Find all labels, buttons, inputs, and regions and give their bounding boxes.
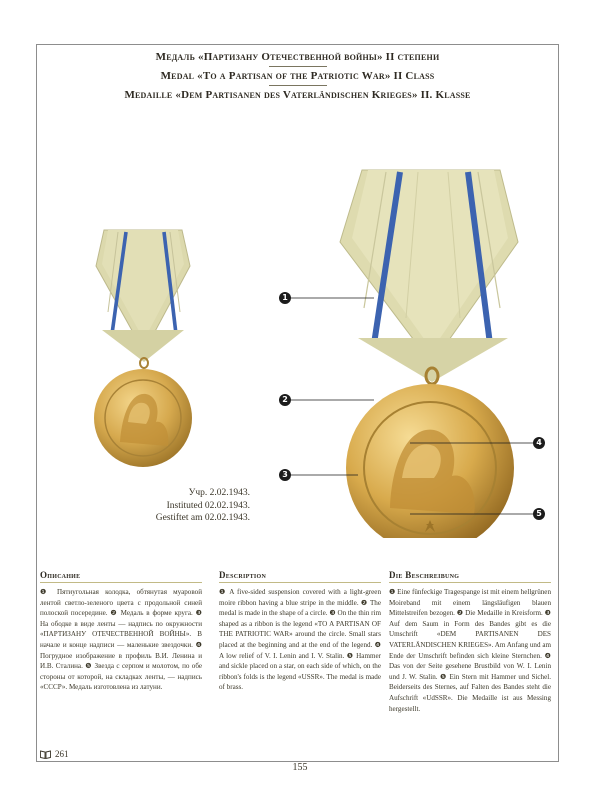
date-german: Gestiftet am 02.02.1943. [155, 513, 250, 523]
heading-english: Description [219, 570, 381, 583]
column-german [389, 570, 551, 714]
catalog-number: 261 [55, 749, 69, 759]
callout-marker-4: 4 [533, 437, 545, 449]
callout-marker-2: 2 [279, 394, 291, 406]
page-number: 155 [292, 762, 308, 773]
title-english: Medal «To a Partisan of the Patriotic War» II Class [160, 70, 435, 82]
callout-marker-1: 1 [279, 292, 291, 304]
description-russian: ❶ Пятиугольная колодка, обтянутая муаровой лентой светло-зеленого цвета с продольной синей полоской посередине. ❷ Медаль в форме круга. ❸ На ободке в виде ленты — надпись по окружности «ПАРТИЗАНУ ОТЕЧЕСТВЕННОЙ ВОЙНЫ». В начале и конце надписи — маленькие звездочки. ❹ Погрудное изображение в профиль В.И. Ленина и И.В. Сталина. ❺ Звезда с серпом и молотом, по обе стороны от которой, на складках ленты, — надпись «СССР». Медаль изготовлена из латуни. [40, 588, 202, 692]
column-english [219, 570, 381, 693]
title-german: Medaille «Dem Partisanen des Vaterländischen Krieges» II. Klasse [124, 89, 471, 101]
date-english: Instituted 02.02.1943. [166, 500, 250, 511]
heading-russian: Описание [40, 570, 202, 583]
book-icon [40, 750, 51, 759]
column-russian [40, 570, 202, 693]
description-english: ❶ A five-sided suspension covered with a light-green moire ribbon having a blue stripe in the middle. ❷ The medal is made in the shape of a circle. ❸ On the thin rim shaped as a ribbon is the legend «TO A PARTISAN OF THE PATRIOTIC WAR» around the circle. Small stars placed at the beginning and at the end of the legend. ❹ A low relief of V. I. Lenin and I. V. Stalin. ❺ Hammer and sickle placed on a star, on each side of which, on the ribbon's folds is the legend «USSR». The medal is made of brass. [219, 588, 381, 692]
title-russian: Медаль «Партизану Отечественной войны» II степени [155, 51, 440, 63]
heading-german: Die Beschreibung [389, 570, 551, 583]
description-german: ❶ Eine fünfeckige Tragespange ist mit einem hellgrünen Moireband mit einem längsläufigen blauen Mittelstreifen bezogen. ❷ Die Medaille in Kreisform. ❸ Auf dem Saum in Form des Bandes gibt es die Umschrift «DEM PARTISANEN DES VATERLÄNDISCHEN KRIEGES». Am Anfang und am Ende der Umschrift befinden sich kleine Sternchen. ❹ Das von der Seite gesehene Brustbild von W. I. Lenin und J. W. Stalin. ❺ Ein Stern mit Hammer und Sichel. Beiderseits des Sternes, auf Falten des Bandes steht die Aufschrift «UdSSR». Die Medaille ist aus Messing hergestellt. [389, 588, 551, 713]
callout-marker-5: 5 [533, 508, 545, 520]
date-russian: Учр. 2.02.1943. [188, 488, 250, 498]
callout-marker-3: 3 [279, 469, 291, 481]
catalog-reference [40, 749, 69, 759]
